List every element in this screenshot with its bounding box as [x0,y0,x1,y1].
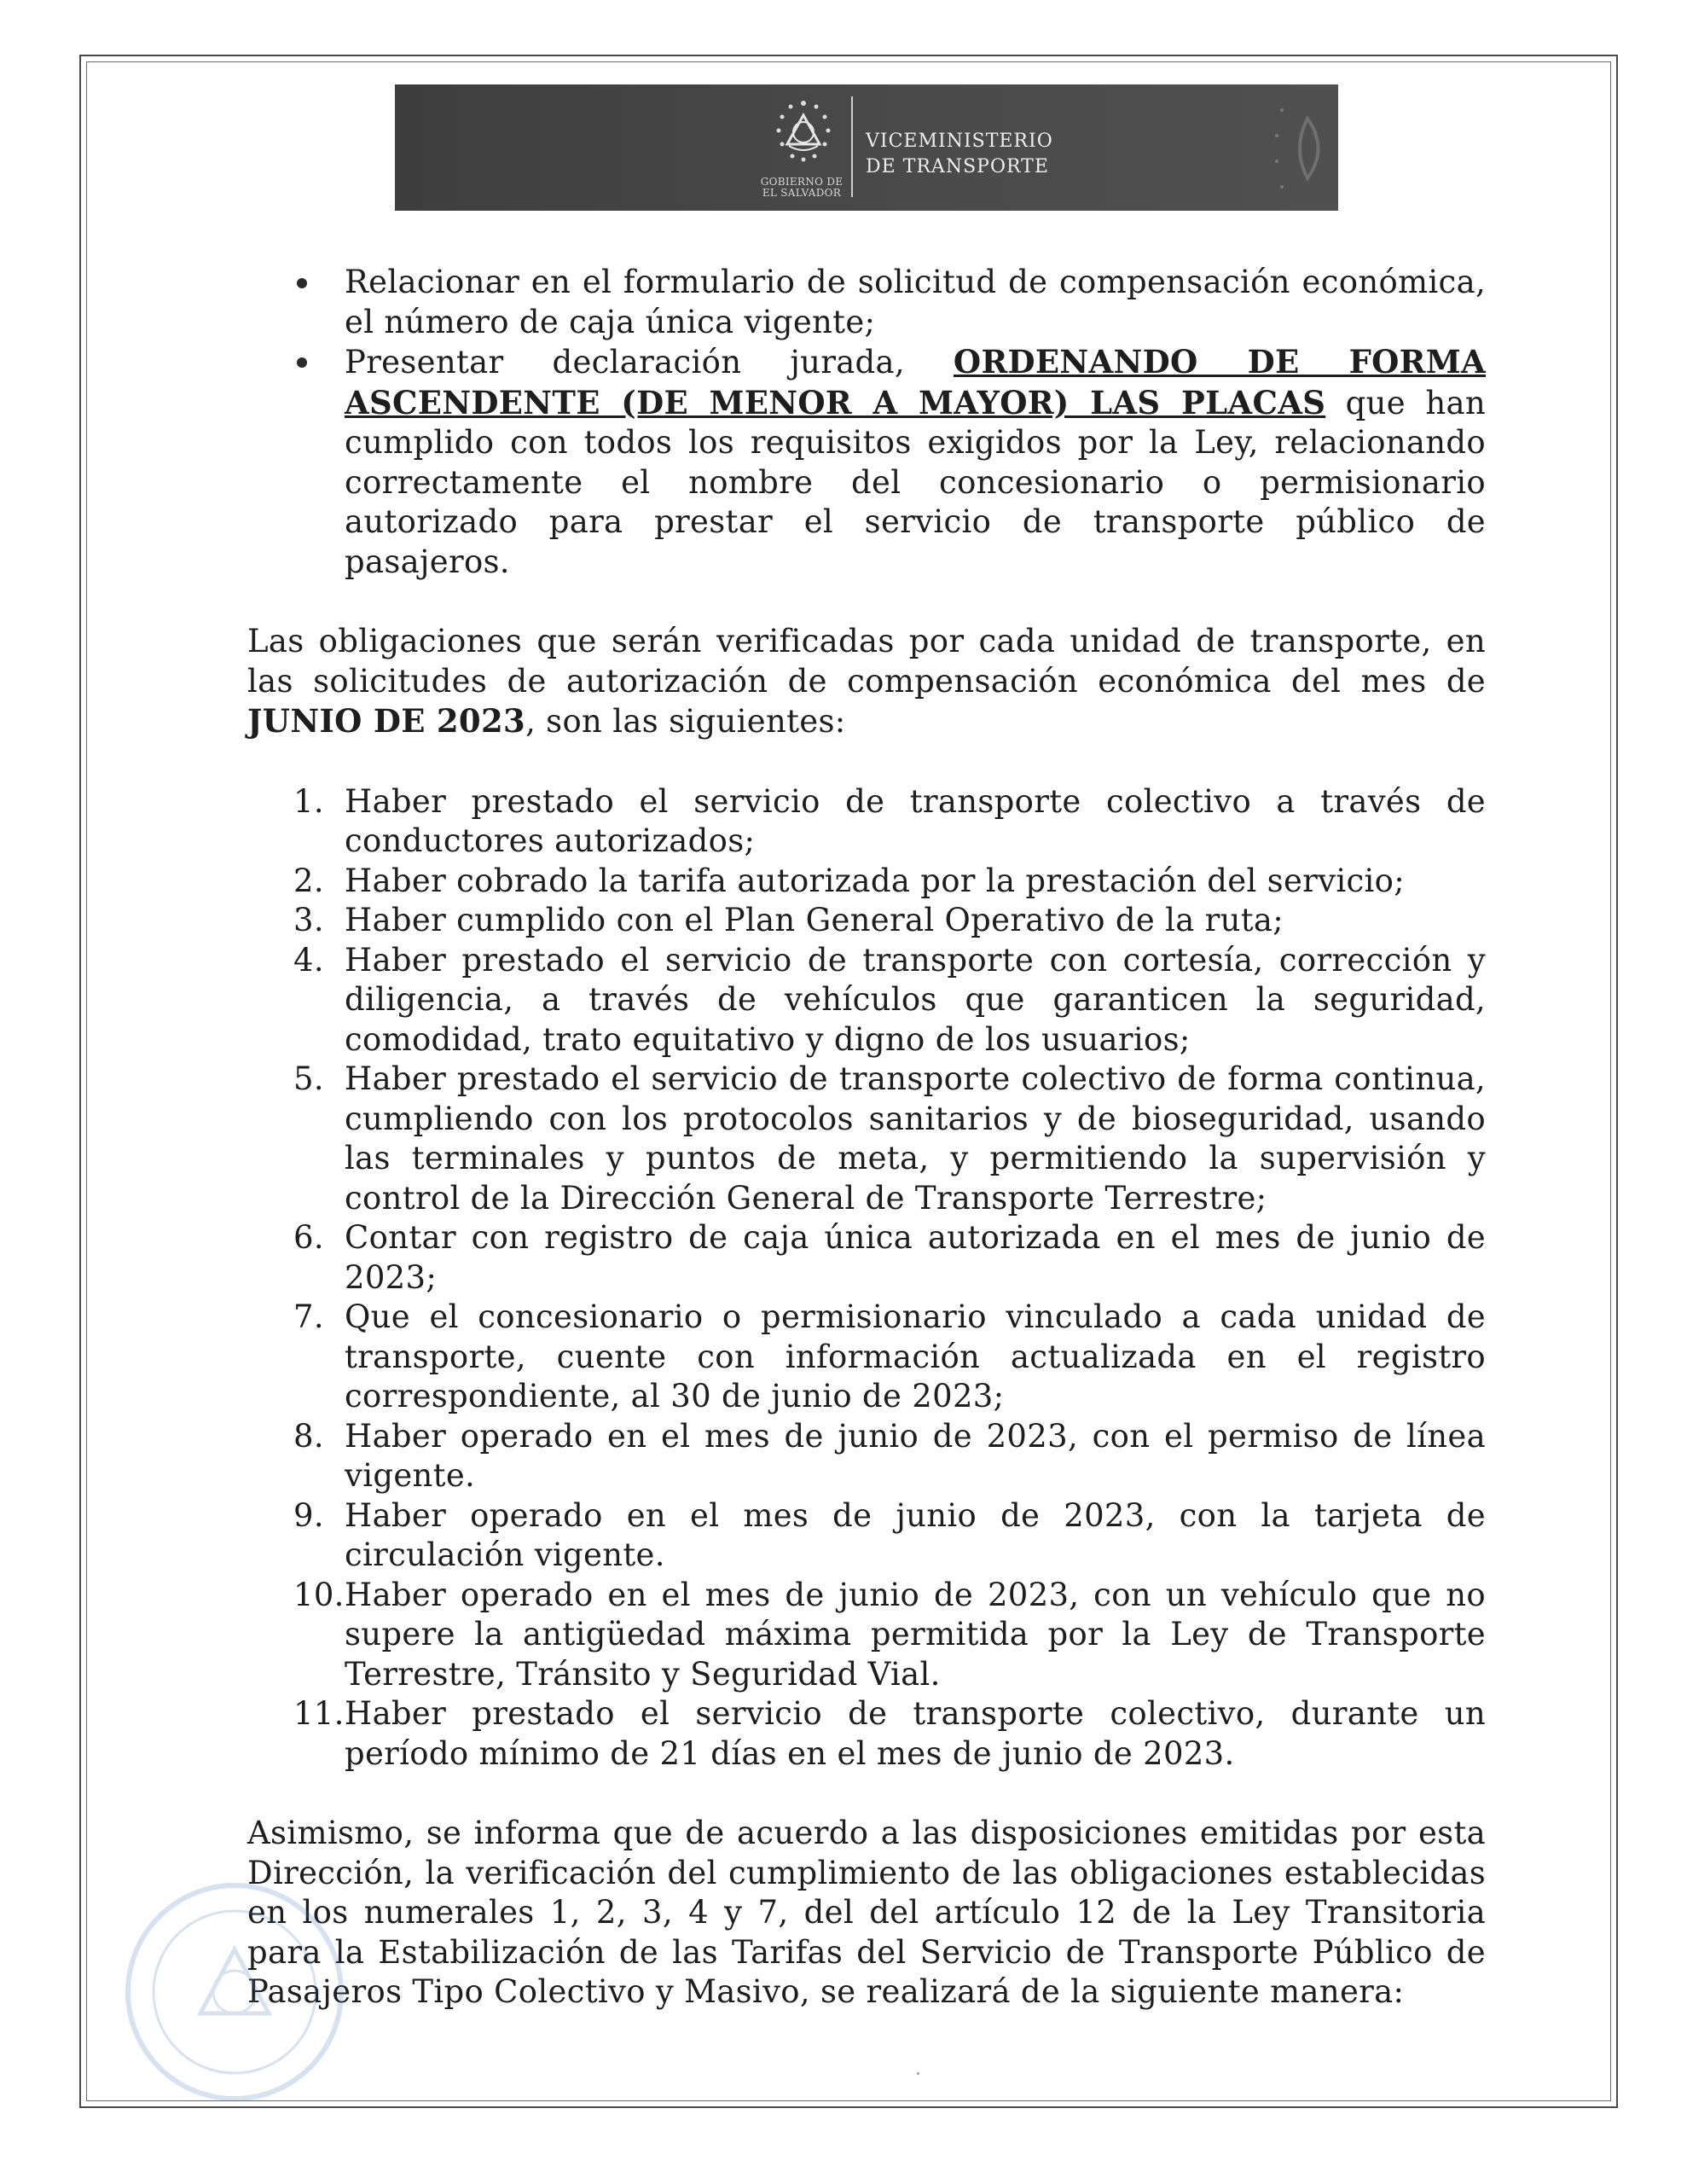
document-body [247,263,1486,2013]
header-divider [851,96,853,197]
item-number: 10. [293,1576,345,1613]
requirement-text: Relacionar en el formulario de solicitud de compensación económica, el número de caja única vigente; [345,264,1486,340]
item-number: 11. [293,1695,345,1732]
requirement-tail: que han cumplido con todos los requisitos exigidos por la Ley, relacionando correctamente el nombre del concesionario o permisionario autorizado para prestar el servicio de transporte público de pasajeros. [345,384,1486,580]
government-label: GOBIERNO DE EL SALVADOR [760,176,844,199]
list-item [247,342,1486,582]
obligations-intro: Las obligaciones que serán verificadas por cada unidad de transporte, en las solicitudes de autorización de compensación económica del mes de JUNIO DE 2023, son las siguientes: [247,623,1486,740]
obligation-item: 4. Haber prestado el servicio de transporte con cortesía, corrección y diligencia, a través de vehículos que garanticen la seguridad, comodidad, trato equitativo y digno de los usuarios; [293,941,1486,1058]
official-stamp-icon [111,1864,358,2120]
requirements-list [247,263,1486,582]
obligation-item: 9. Haber operado en el mes de junio de 2023, con la tarjeta de circulación vigente. [293,1496,1486,1573]
requirement-lead: Presentar declaración jurada, [345,344,954,380]
closing-paragraph: Asimismo, se informa que de acuerdo a las disposiciones emitidas por esta Dirección, la verificación del cumplimiento de las obligaciones establecidas en los numerales 1, 2, 3, 4 y 7, del del artículo 12 de la Ley Transitoria para la Estabilización de las Tarifas del Servicio de Transporte Público de Pasajeros Tipo Colectivo y Masivo, se realizará de la siguiente manera: [247,1815,1486,2010]
obligation-item: 5. Haber prestado el servicio de transporte colectivo de forma continua, cumpliendo con los protocolos sanitarios y de bioseguridad, usando las terminales y puntos de meta, y permitiendo la supervisión y control de la Dirección General de Transporte Terrestre; [293,1060,1486,1217]
obligation-item: 1. Haber prestado el servicio de transporte colectivo a través de conductores autorizados; [293,782,1486,859]
obligation-item: 7. Que el concesionario o permisionario vinculado a cada unidad de transporte, cuente con información actualizada en el registro correspondiente, al 30 de junio de 2023; [293,1298,1486,1414]
obligation-item: 8. Haber operado en el mes de junio de 2023, con el permiso de línea vigente. [293,1417,1486,1494]
scan-speck [917,2072,919,2075]
item-number: 6. [293,1219,324,1256]
obligation-item: 3. Haber cumplido con el Plan General Operativo de la ruta; [247,901,1486,941]
obligation-item: 2. Haber cobrado la tarifa autorizada por la prestación del servicio; [247,862,1486,902]
ministry-title-line1: VICEMINISTERIO [866,131,1053,152]
ministry-title [866,129,1053,180]
item-number: 9. [293,1496,324,1534]
item-number: 8. [293,1417,324,1455]
item-number: 4. [293,941,324,979]
obligation-item: 11. Haber prestado el servicio de transporte colectivo, durante un período mínimo de 21 días en el mes de junio de 2023. [293,1695,1486,1772]
requirement-emphasis: ORDENANDO DE FORMA ASCENDENTE (DE MENOR A MAYOR) LAS PLACAS [345,343,1486,421]
item-number: 2. [293,862,324,899]
item-number: 7. [293,1298,324,1335]
watermark-seal-icon [1265,93,1333,204]
month-highlight: JUNIO DE 2023 [247,702,526,740]
list-item [247,263,1486,342]
ministry-title-line2: DE TRANSPORTE [866,156,1049,177]
obligation-item: 10. Haber operado en el mes de junio de 2023, con un vehículo que no supere la antigüedad máxima permitida por la Ley de Transporte Terrestre, Tránsito y Seguridad Vial. [293,1576,1486,1693]
bullet-icon [297,278,307,288]
item-number: 1. [293,782,324,820]
item-number: 5. [293,1060,324,1097]
obligation-item: 6. Contar con registro de caja única autorizada en el mes de junio de 2023; [293,1219,1486,1296]
obligations-list [247,782,1486,1774]
header-banner [395,84,1338,211]
bullet-icon [297,357,307,368]
item-number: 3. [293,902,324,938]
